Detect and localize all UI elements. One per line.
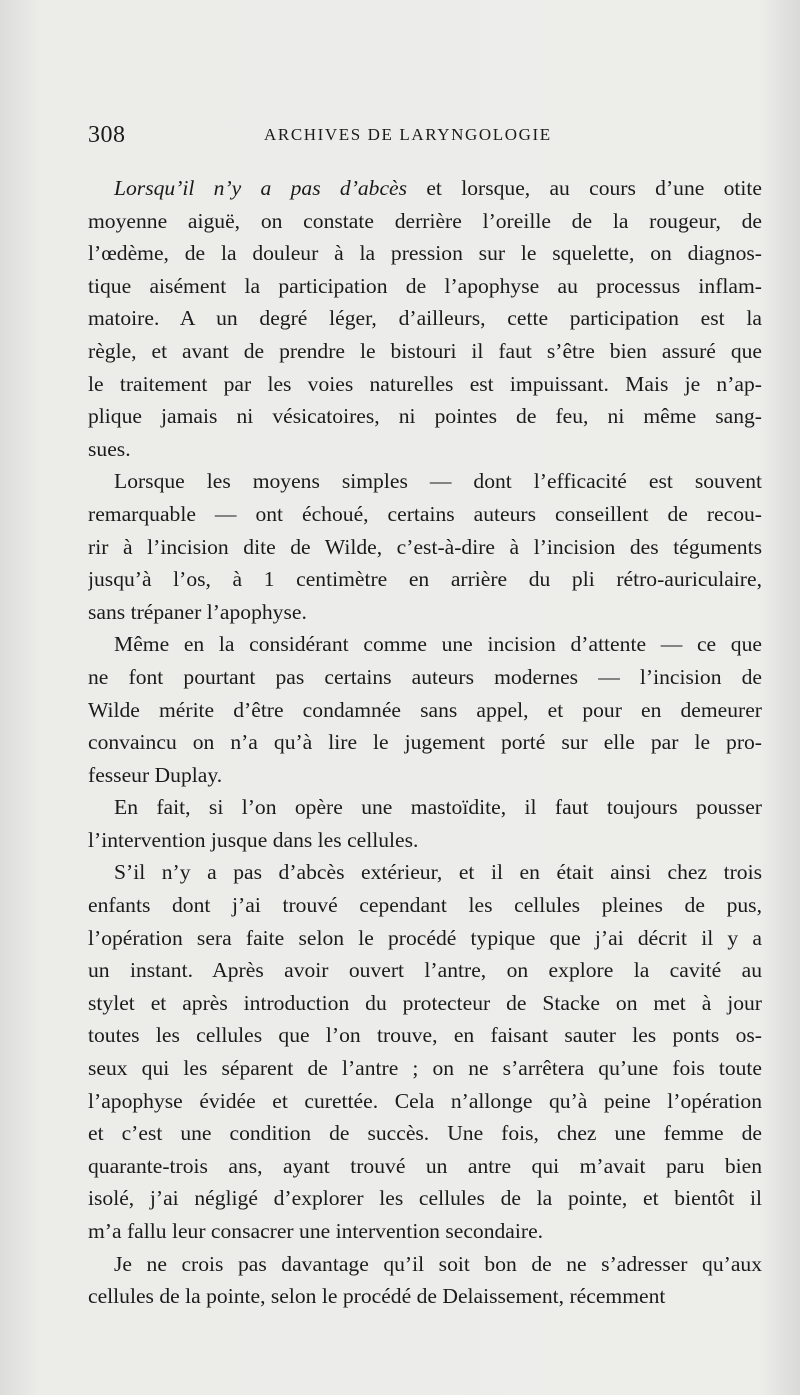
paragraph	[88, 791, 762, 856]
text-line	[88, 726, 762, 759]
line-text: sans trépaner l’apophyse.	[88, 599, 307, 624]
text-line	[88, 465, 762, 498]
line-text: moyenne aiguë, on constate derrière l’oreille de la rougeur, de	[88, 208, 762, 233]
text-line	[88, 1182, 762, 1215]
text-line	[88, 335, 762, 368]
line-text: Lorsque les moyens simples — dont l’efficacité est souvent	[114, 469, 762, 494]
text-line	[88, 368, 762, 401]
line-text: un instant. Après avoir ouvert l’antre, on explore la cavité au	[88, 958, 762, 983]
text-line	[88, 302, 762, 335]
line-text: et c’est une condition de succès. Une fois, chez une femme de	[88, 1121, 762, 1146]
running-title: ARCHIVES DE LARYNGOLOGIE	[264, 125, 552, 144]
line-text: stylet et après introduction du protecteur de Stacke on met à jour	[88, 990, 762, 1015]
text-line	[88, 922, 762, 955]
line-text: cellules de la pointe, selon le procédé de Delaissement, récemment	[88, 1284, 666, 1309]
text-line	[88, 172, 762, 205]
line-text: Je ne crois pas davantage qu’il soit bon de ne s’adresser qu’aux	[114, 1251, 762, 1276]
text-line	[88, 661, 762, 694]
text-line	[88, 856, 762, 889]
line-text: enfants dont j’ai trouvé cependant les cellules pleines de pus,	[88, 893, 762, 918]
text-line	[88, 433, 762, 466]
line-text: règle, et avant de prendre le bistouri il faut s’être bien assuré que	[88, 338, 762, 363]
text-line	[88, 1019, 762, 1052]
line-text: plique jamais ni vésicatoires, ni pointes de feu, ni même sang-	[88, 404, 762, 429]
page-header	[88, 122, 768, 152]
line-text: S’il n’y a pas d’abcès extérieur, et il en était ainsi chez trois	[114, 860, 762, 885]
text-line	[88, 237, 762, 270]
line-text: l’intervention jusque dans les cellules.	[88, 827, 419, 852]
paragraph	[88, 465, 762, 628]
body-text	[88, 172, 762, 1313]
line-text: seux qui les séparent de l’antre ; on ne s’arrêtera qu’une fois toute	[88, 1056, 762, 1081]
italic-lead: Lorsqu’il n’y a pas d’abcès	[114, 176, 408, 200]
text-line	[88, 1150, 762, 1183]
text-line	[88, 889, 762, 922]
line-text: toutes les cellules que l’on trouve, en faisant sauter les ponts os-	[88, 1023, 762, 1048]
text-line	[88, 759, 762, 792]
paragraph	[88, 1248, 762, 1313]
line-text: matoire. A un degré léger, d’ailleurs, cette participation est la	[88, 306, 762, 331]
line-text: convaincu on n’a qu’à lire le jugement porté sur elle par le pro-	[88, 730, 762, 755]
line-text: rir à l’incision dite de Wilde, c’est-à-dire à l’incision des téguments	[88, 534, 762, 559]
line-text: quarante-trois ans, ayant trouvé un antre qui m’avait paru bien	[88, 1153, 762, 1178]
text-line	[88, 400, 762, 433]
line-text: Même en la considérant comme une incision d’attente — ce que	[114, 632, 762, 657]
text-line	[88, 205, 762, 238]
text-line	[88, 531, 762, 564]
text-line	[88, 694, 762, 727]
text-line	[88, 1085, 762, 1118]
line-text: fesseur Duplay.	[88, 762, 223, 787]
text-line	[88, 1052, 762, 1085]
text-line	[88, 628, 762, 661]
text-line	[88, 791, 762, 824]
line-text: l’œdème, de la douleur à la pression sur le squelette, on diagnos-	[88, 241, 762, 266]
line-text: ne font pourtant pas certains auteurs modernes — l’incision de	[88, 664, 762, 689]
paragraph	[88, 628, 762, 791]
text-line	[88, 270, 762, 303]
line-text: isolé, j’ai négligé d’explorer les cellules de la pointe, et bientôt il	[88, 1186, 762, 1211]
line-text: Wilde mérite d’être condamnée sans appel, et pour en demeurer	[88, 697, 762, 722]
text-line	[88, 1280, 762, 1313]
line-text: tique aisément la participation de l’apophyse au processus inflam-	[88, 273, 762, 298]
text-line	[88, 1117, 762, 1150]
text-line	[88, 987, 762, 1020]
line-text: sues.	[88, 436, 131, 461]
line-text: jusqu’à l’os, à 1 centimètre en arrière du pli rétro-auriculaire,	[88, 567, 762, 592]
text-line	[88, 498, 762, 531]
paragraph	[88, 172, 762, 465]
page-number: 308	[88, 122, 126, 148]
line-text: et lorsque, au cours d’une otite	[407, 176, 762, 200]
line-text: l’opération sera faite selon le procédé typique que j’ai décrit il y a	[88, 925, 762, 950]
line-text: le traitement par les voies naturelles est impuissant. Mais je n’ap-	[88, 371, 762, 396]
text-line	[88, 954, 762, 987]
text-line	[88, 1248, 762, 1281]
text-line	[88, 1215, 762, 1248]
line-text: remarquable — ont échoué, certains auteurs conseillent de recou-	[88, 501, 762, 526]
text-line	[88, 824, 762, 857]
line-text: m’a fallu leur consacrer une intervention secondaire.	[88, 1219, 544, 1243]
line-text: l’apophyse évidée et curettée. Cela n’allonge qu’à peine l’opération	[88, 1088, 762, 1113]
text-line	[88, 596, 762, 629]
text-line	[88, 563, 762, 596]
paragraph	[88, 856, 762, 1247]
line-text: En fait, si l’on opère une mastoïdite, il faut toujours pousser	[114, 795, 762, 820]
